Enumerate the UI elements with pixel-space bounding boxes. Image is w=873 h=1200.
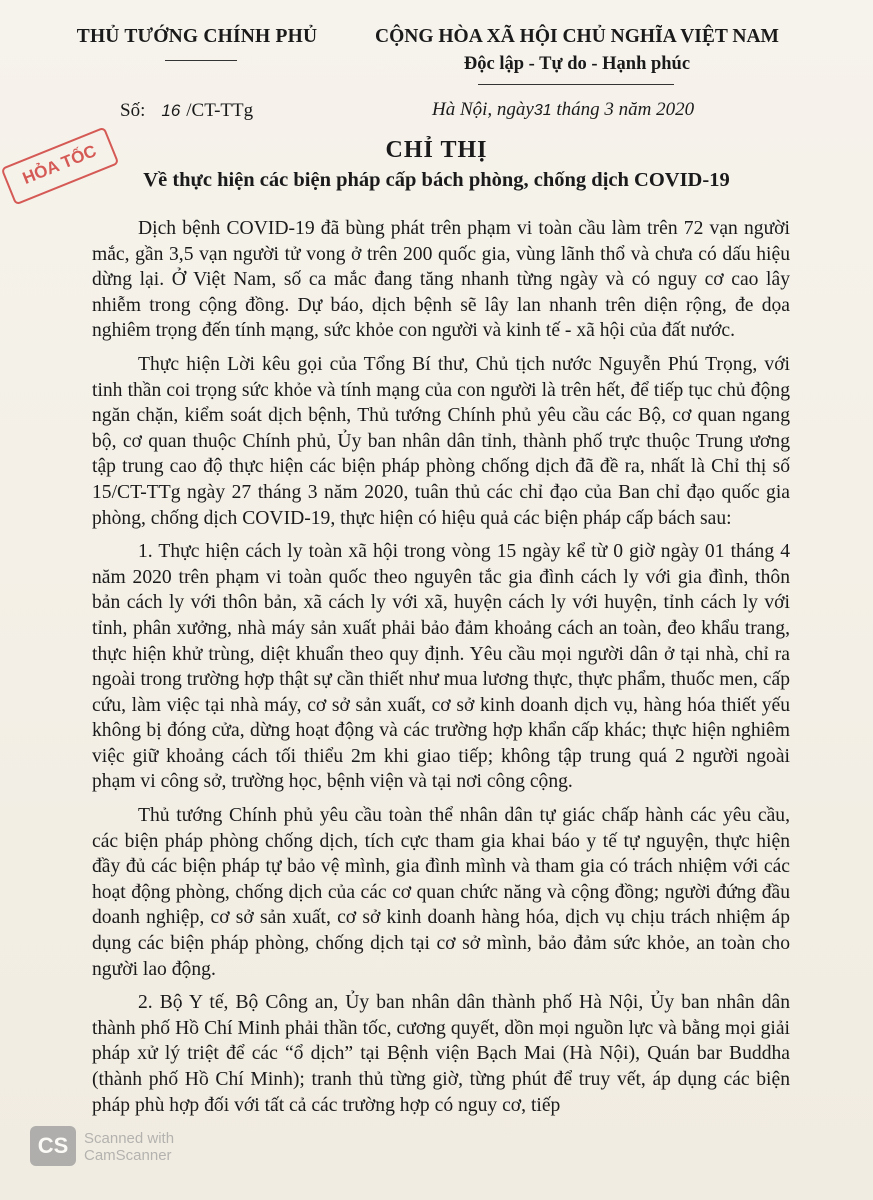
camscanner-logo-icon: CS	[30, 1126, 76, 1166]
place-date-prefix: Hà Nội, ngày	[432, 99, 534, 120]
document-number	[120, 100, 253, 122]
urgent-stamp: HỎA TỐC	[1, 126, 120, 205]
document-title: CHỈ THỊ	[385, 137, 488, 163]
national-title: CỘNG HÒA XÃ HỘI CHỦ NGHĨA VIỆT NAM	[375, 26, 779, 47]
place-and-date	[432, 99, 694, 121]
watermark-line-2: CamScanner	[84, 1147, 172, 1164]
paragraph-4: Thủ tướng Chính phủ yêu cầu toàn thể nhân dân tự giác chấp hành các yêu cầu, các biện pháp phòng chống dịch, tích cực tham gia khai báo y tế tự nguyện, thực hiện đầy đủ các biện pháp tự bảo vệ mình, gia đình mình và tham gia có trách nhiệm với các hoạt động phòng, chống dịch của các cơ quan chức năng và cộng đồng; người đứng đầu doanh nghiệp, cơ sở sản xuất, cơ sở kinh doanh hàng hóa, dịch vụ chịu trách nhiệm áp dụng các biện pháp phòng, chống dịch tại cơ sở mình, bảo đảm sức khỏe, an toàn cho người lao động.	[92, 805, 790, 980]
document-number-label: Số:	[120, 100, 146, 121]
document-number-suffix: /CT-TTg	[186, 100, 254, 121]
document-body	[92, 216, 790, 1126]
paragraph-2: Thực hiện Lời kêu gọi của Tổng Bí thư, Chủ tịch nước Nguyễn Phú Trọng, với tinh thần coi trọng sức khỏe và tính mạng của con người là trên hết, để tiếp tục chủ động ngăn chặn, kiểm soát dịch bệnh, Thủ tướng Chính phủ yêu cầu các Bộ, cơ quan ngang bộ, cơ quan thuộc Chính phủ, Ủy ban nhân dân tỉnh, thành phố trực thuộc Trung ương tập trung cao độ thực hiện các biện pháp phòng chống dịch đã đề ra, nhất là Chỉ thị số 15/CT-TTg ngày 27 tháng 3 năm 2020, tuân thủ các chỉ đạo của Ban chỉ đạo quốc gia phòng, chống dịch COVID-19, thực hiện có hiệu quả các biện pháp cấp bách sau:	[92, 353, 790, 529]
camscanner-watermark	[84, 1130, 174, 1164]
document-number-value: 16	[161, 101, 181, 120]
issuing-authority: THỦ TƯỚNG CHÍNH PHỦ	[76, 26, 318, 47]
paragraph-5: 2. Bộ Y tế, Bộ Công an, Ủy ban nhân dân thành phố Hà Nội, Ủy ban nhân dân thành phố Hồ Chí Minh phải thần tốc, cương quyết, dồn mọi nguồn lực và bằng mọi giải pháp xử lý triệt để các “ổ dịch” tại Bệnh viện Bạch Mai (Hà Nội), Quán bar Buddha (thành phố Hồ Chí Minh); tranh thủ từng giờ, từng phút để truy vết, áp dụng các biện pháp phù hợp đối với tất cả các trường hợp có nguy cơ, tiếp	[92, 992, 790, 1116]
place-date-day: 31	[533, 102, 552, 119]
motto-underline	[478, 84, 674, 85]
national-motto: Độc lập - Tự do - Hạnh phúc	[463, 54, 691, 74]
watermark-line-1: Scanned with	[84, 1130, 175, 1147]
paragraph-1: Dịch bệnh COVID-19 đã bùng phát trên phạm vi toàn cầu làm trên 72 vạn người mắc, gần 3,5 vạn người tử vong ở trên 200 quốc gia, vùng lãnh thổ và chưa có dấu hiệu dừng lại. Ở Việt Nam, số ca mắc đang tăng nhanh từng ngày và có nguy cơ cao lây nhiễm trong cộng đồng. Dự báo, dịch bệnh sẽ lây lan nhanh trên diện rộng, đe dọa nghiêm trọng đến tính mạng, sức khỏe con người và kinh tế - xã hội của đất nước.	[92, 218, 790, 342]
authority-underline	[165, 60, 237, 61]
paragraph-3: 1. Thực hiện cách ly toàn xã hội trong vòng 15 ngày kể từ 0 giờ ngày 01 tháng 4 năm 2020 trên phạm vi toàn quốc theo nguyên tắc gia đình cách ly với gia đình, thôn bản cách ly với thôn bản, xã cách ly với xã, huyện cách ly với huyện, tỉnh cách ly với tỉnh, phân xưởng, nhà máy sản xuất phải bảo đảm khoảng cách an toàn, đeo khẩu trang, thực hiện khử trùng, diệt khuẩn theo quy định. Yêu cầu mọi người dân ở tại nhà, chỉ ra ngoài trong trường hợp thật sự cần thiết như mua lương thực, thực phẩm, thuốc men, cấp cứu, làm việc tại nhà máy, cơ sở sản xuất, cơ sở kinh doanh dịch vụ, hàng hóa thiết yếu không bị đóng cửa, dừng hoạt động và các trường hợp khẩn cấp khác; thực hiện nghiêm việc giữ khoảng cách tối thiểu 2m khi giao tiếp; không tập trung quá 2 người ngoài phạm vi công sở, trường học, bệnh viện và tại nơi công cộng.	[92, 541, 790, 793]
document-subtitle: Về thực hiện các biện pháp cấp bách phòng, chống dịch COVID-19	[143, 169, 730, 191]
place-date-rest: tháng 3 năm 2020	[551, 99, 695, 120]
